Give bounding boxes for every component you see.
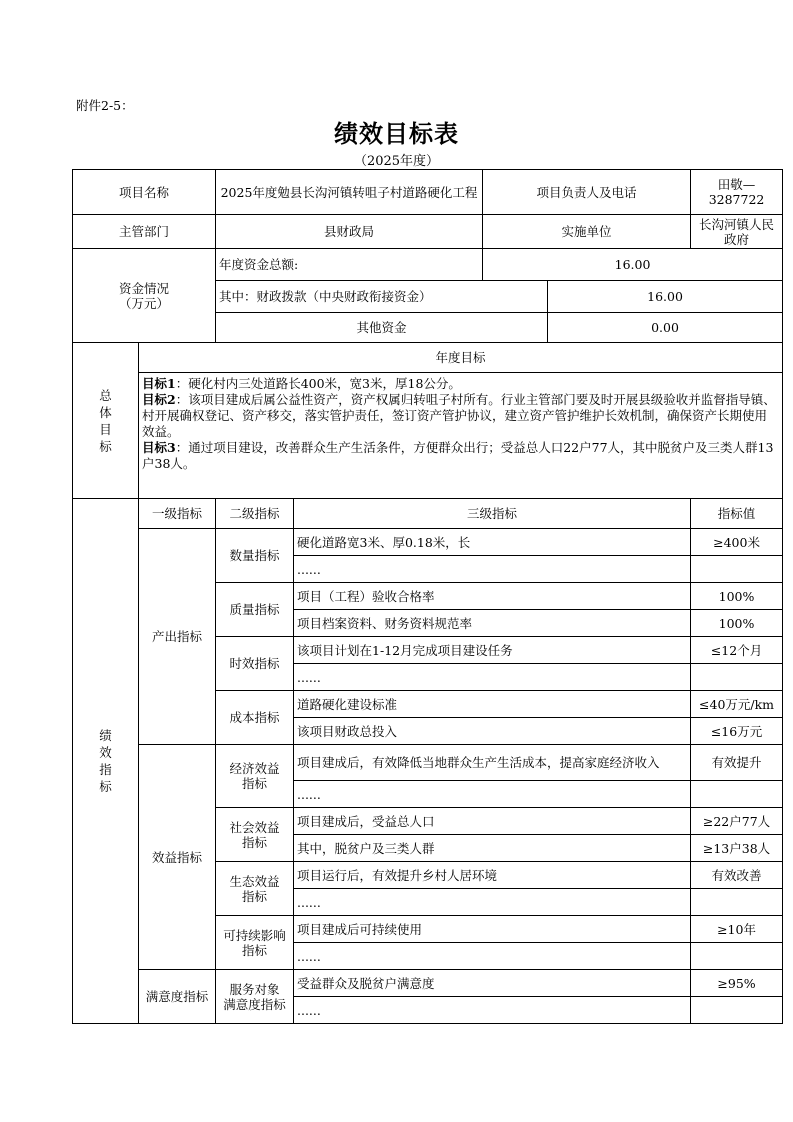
header-level3: 三级指标 xyxy=(294,499,691,529)
indicator-text: ...... xyxy=(294,664,691,691)
header-level1: 一级指标 xyxy=(139,499,216,529)
attachment-label: 附件2-5： xyxy=(76,98,134,113)
performance-indicator-label: 绩 效 指 标 xyxy=(73,499,139,1024)
sustainable-label: 可持续影响 指标 xyxy=(216,916,294,970)
indicator-value: ≥400米 xyxy=(691,529,783,556)
indicator-value xyxy=(691,997,783,1024)
ecological-label: 生态效益 指标 xyxy=(216,862,294,916)
indicator-value: ≥13户38人 xyxy=(691,835,783,862)
project-name-value: 2025年度勉县长沟河镇转咀子村道路硬化工程 xyxy=(216,170,483,215)
indicator-text: 该项目财政总投入 xyxy=(294,718,691,745)
funds-other-value: 0.00 xyxy=(548,313,783,343)
header-level2: 二级指标 xyxy=(216,499,294,529)
table-row xyxy=(73,529,783,556)
funds-total-row xyxy=(73,249,783,281)
dept-label: 主管部门 xyxy=(73,215,216,249)
indicator-value: 有效改善 xyxy=(691,862,783,889)
annual-goal-label: 年度目标 xyxy=(139,343,783,373)
indicator-text: 项目建成后，受益总人口 xyxy=(294,808,691,835)
page-title: 绩效目标表 xyxy=(334,119,459,148)
funds-total-label: 年度资金总额: xyxy=(216,249,483,281)
overall-goal-label: 总 体 目 标 xyxy=(73,343,139,499)
annual-goal-header-row xyxy=(73,343,783,373)
indicator-text: 项目（工程）验收合格率 xyxy=(294,583,691,610)
performance-target-table xyxy=(72,169,783,1024)
dept-row xyxy=(73,215,783,249)
indicator-text: 项目建成后，有效降低当地群众生产生活成本，提高家庭经济收入 xyxy=(294,745,691,781)
funds-fiscal-value: 16.00 xyxy=(548,281,783,313)
indicator-value: ≤16万元 xyxy=(691,718,783,745)
project-name-label: 项目名称 xyxy=(73,170,216,215)
indicator-text: 项目运行后，有效提升乡村人居环境 xyxy=(294,862,691,889)
funds-other-label: 其他资金 xyxy=(216,313,548,343)
indicator-value xyxy=(691,556,783,583)
indicator-text: ...... xyxy=(294,943,691,970)
project-name-row xyxy=(73,170,783,215)
indicator-text: 道路硬化建设标准 xyxy=(294,691,691,718)
indicator-value xyxy=(691,664,783,691)
table-row xyxy=(73,745,783,781)
goal-text: ：硬化村内三处道路长400米，宽3米，厚18公分。 xyxy=(175,376,461,391)
indicator-value: ≤40万元/km xyxy=(691,691,783,718)
goal-item xyxy=(142,376,779,392)
indicator-value: ≥22户77人 xyxy=(691,808,783,835)
indicator-text: 硬化道路宽3米、厚0.18米，长 xyxy=(294,529,691,556)
indicator-text: 项目档案资料、财务资料规范率 xyxy=(294,610,691,637)
indicator-value: 100% xyxy=(691,583,783,610)
impl-value: 长沟河镇人民政府 xyxy=(691,215,783,249)
indicator-value xyxy=(691,889,783,916)
indicator-text: ...... xyxy=(294,997,691,1024)
goal-text: ：通过项目建设，改善群众生产生活条件，方便群众出行；受益总人口22户77人，其中脱贫户及三类人群13户38人。 xyxy=(142,440,774,471)
impl-label: 实施单位 xyxy=(483,215,691,249)
header-value: 指标值 xyxy=(691,499,783,529)
indicator-text: ...... xyxy=(294,556,691,583)
project-owner-label: 项目负责人及电话 xyxy=(483,170,691,215)
indicator-text: 该项目计划在1-12月完成项目建设任务 xyxy=(294,637,691,664)
indicator-text: ...... xyxy=(294,889,691,916)
service-label: 服务对象 满意度指标 xyxy=(216,970,294,1024)
quantity-label: 数量指标 xyxy=(216,529,294,583)
indicator-value: ≤12个月 xyxy=(691,637,783,664)
cost-label: 成本指标 xyxy=(216,691,294,745)
quality-label: 质量指标 xyxy=(216,583,294,637)
goal-text: ：该项目建成后属公益性资产，资产权属归转咀子村所有。行业主管部门要及时开展县级验收并监督指导镇、村开展确权登记、资产移交，落实管护责任，签订资产管护协议，建立资产管护维护长效机制，确保资产长期使用效益。 xyxy=(142,392,776,439)
timeliness-label: 时效指标 xyxy=(216,637,294,691)
indicator-value xyxy=(691,943,783,970)
indicator-text: 项目建成后可持续使用 xyxy=(294,916,691,943)
annual-goal-content xyxy=(139,373,783,499)
economic-label: 经济效益 指标 xyxy=(216,745,294,808)
table-row xyxy=(73,970,783,997)
goal-item xyxy=(142,440,779,472)
goal-tag: 目标1 xyxy=(142,376,176,391)
satisfaction-indicator-label: 满意度指标 xyxy=(139,970,216,1024)
indicator-value: 100% xyxy=(691,610,783,637)
goal-tag: 目标2 xyxy=(142,392,176,407)
indicator-value xyxy=(691,781,783,808)
benefit-indicator-label: 效益指标 xyxy=(139,745,216,970)
indicator-value: ≥95% xyxy=(691,970,783,997)
indicator-text: 其中，脱贫户及三类人群 xyxy=(294,835,691,862)
page-subtitle: （2025年度） xyxy=(353,154,440,169)
annual-goal-content-row xyxy=(73,373,783,499)
funds-total-value: 16.00 xyxy=(483,249,783,281)
funds-label: 资金情况 （万元） xyxy=(73,249,216,343)
goal-item xyxy=(142,392,779,440)
output-indicator-label: 产出指标 xyxy=(139,529,216,745)
indicator-header-row xyxy=(73,499,783,529)
goal-tag: 目标3 xyxy=(142,440,176,455)
indicator-text: ...... xyxy=(294,781,691,808)
dept-value: 县财政局 xyxy=(216,215,483,249)
social-label: 社会效益 指标 xyxy=(216,808,294,862)
funds-fiscal-label: 其中：财政拨款（中央财政衔接资金） xyxy=(216,281,548,313)
indicator-value: ≥10年 xyxy=(691,916,783,943)
project-owner-value: 田敬—3287722 xyxy=(691,170,783,215)
indicator-value: 有效提升 xyxy=(691,745,783,781)
indicator-text: 受益群众及脱贫户满意度 xyxy=(294,970,691,997)
